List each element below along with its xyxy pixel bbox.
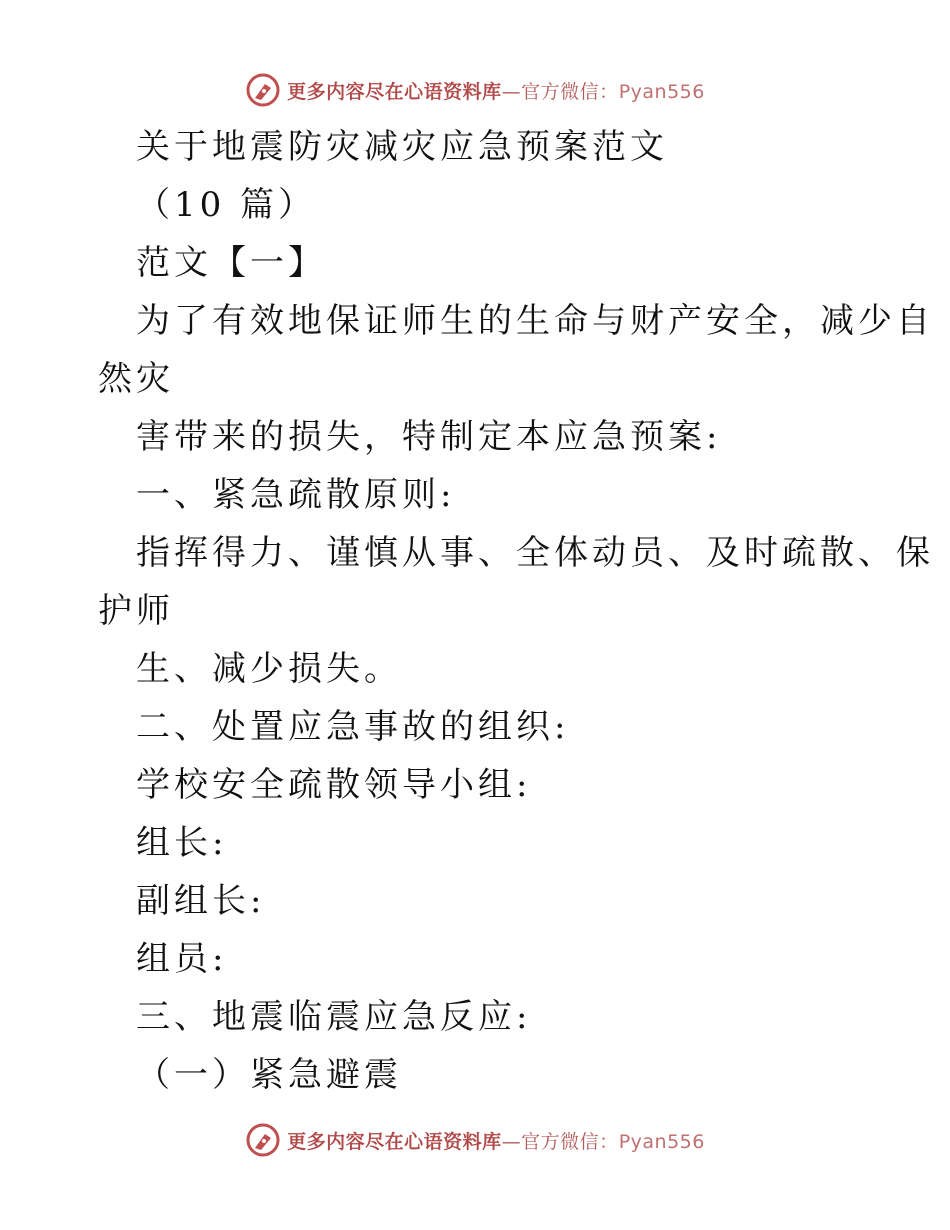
paragraph-line: 组员: bbox=[136, 939, 228, 979]
document-body bbox=[98, 118, 934, 1104]
paragraph-line: 然灾 bbox=[98, 359, 174, 399]
paragraph-line: 害带来的损失，特制定本应急预案: bbox=[136, 417, 722, 457]
paragraph-line: 三、地震临震应急反应: bbox=[136, 997, 532, 1037]
pen-nib-logo-icon bbox=[245, 1122, 281, 1158]
paragraph-line: 副组长: bbox=[136, 881, 266, 921]
header-watermark bbox=[0, 68, 950, 112]
paragraph-line: 护师 bbox=[98, 591, 174, 631]
paragraph-line: 指挥得力、谨慎从事、全体动员、及时疏散、保 bbox=[136, 533, 934, 573]
section-heading: 范文【一】 bbox=[136, 243, 326, 283]
pen-nib-logo-icon bbox=[245, 72, 281, 108]
paragraph-line: 生、减少损失。 bbox=[136, 649, 402, 689]
paragraph-line: 为了有效地保证师生的生命与财产安全，减少自 bbox=[136, 301, 934, 341]
paragraph-line: 二、处置应急事故的组织: bbox=[136, 707, 570, 747]
doc-title: 关于地震防灾减灾应急预案范文 bbox=[136, 127, 668, 167]
watermark-text: 更多内容尽在心语资料库—官方微信：Pyan556 bbox=[287, 1130, 705, 1153]
watermark-text: 更多内容尽在心语资料库—官方微信：Pyan556 bbox=[287, 80, 705, 103]
paragraph-line: 组长: bbox=[136, 823, 228, 863]
footer-watermark bbox=[0, 1118, 950, 1162]
paragraph-line: 一、紧急疏散原则: bbox=[136, 475, 456, 515]
doc-subtitle: （10 篇） bbox=[136, 185, 317, 225]
paragraph-line: （一）紧急避震 bbox=[136, 1055, 402, 1095]
paragraph-line: 学校安全疏散领导小组: bbox=[136, 765, 532, 805]
